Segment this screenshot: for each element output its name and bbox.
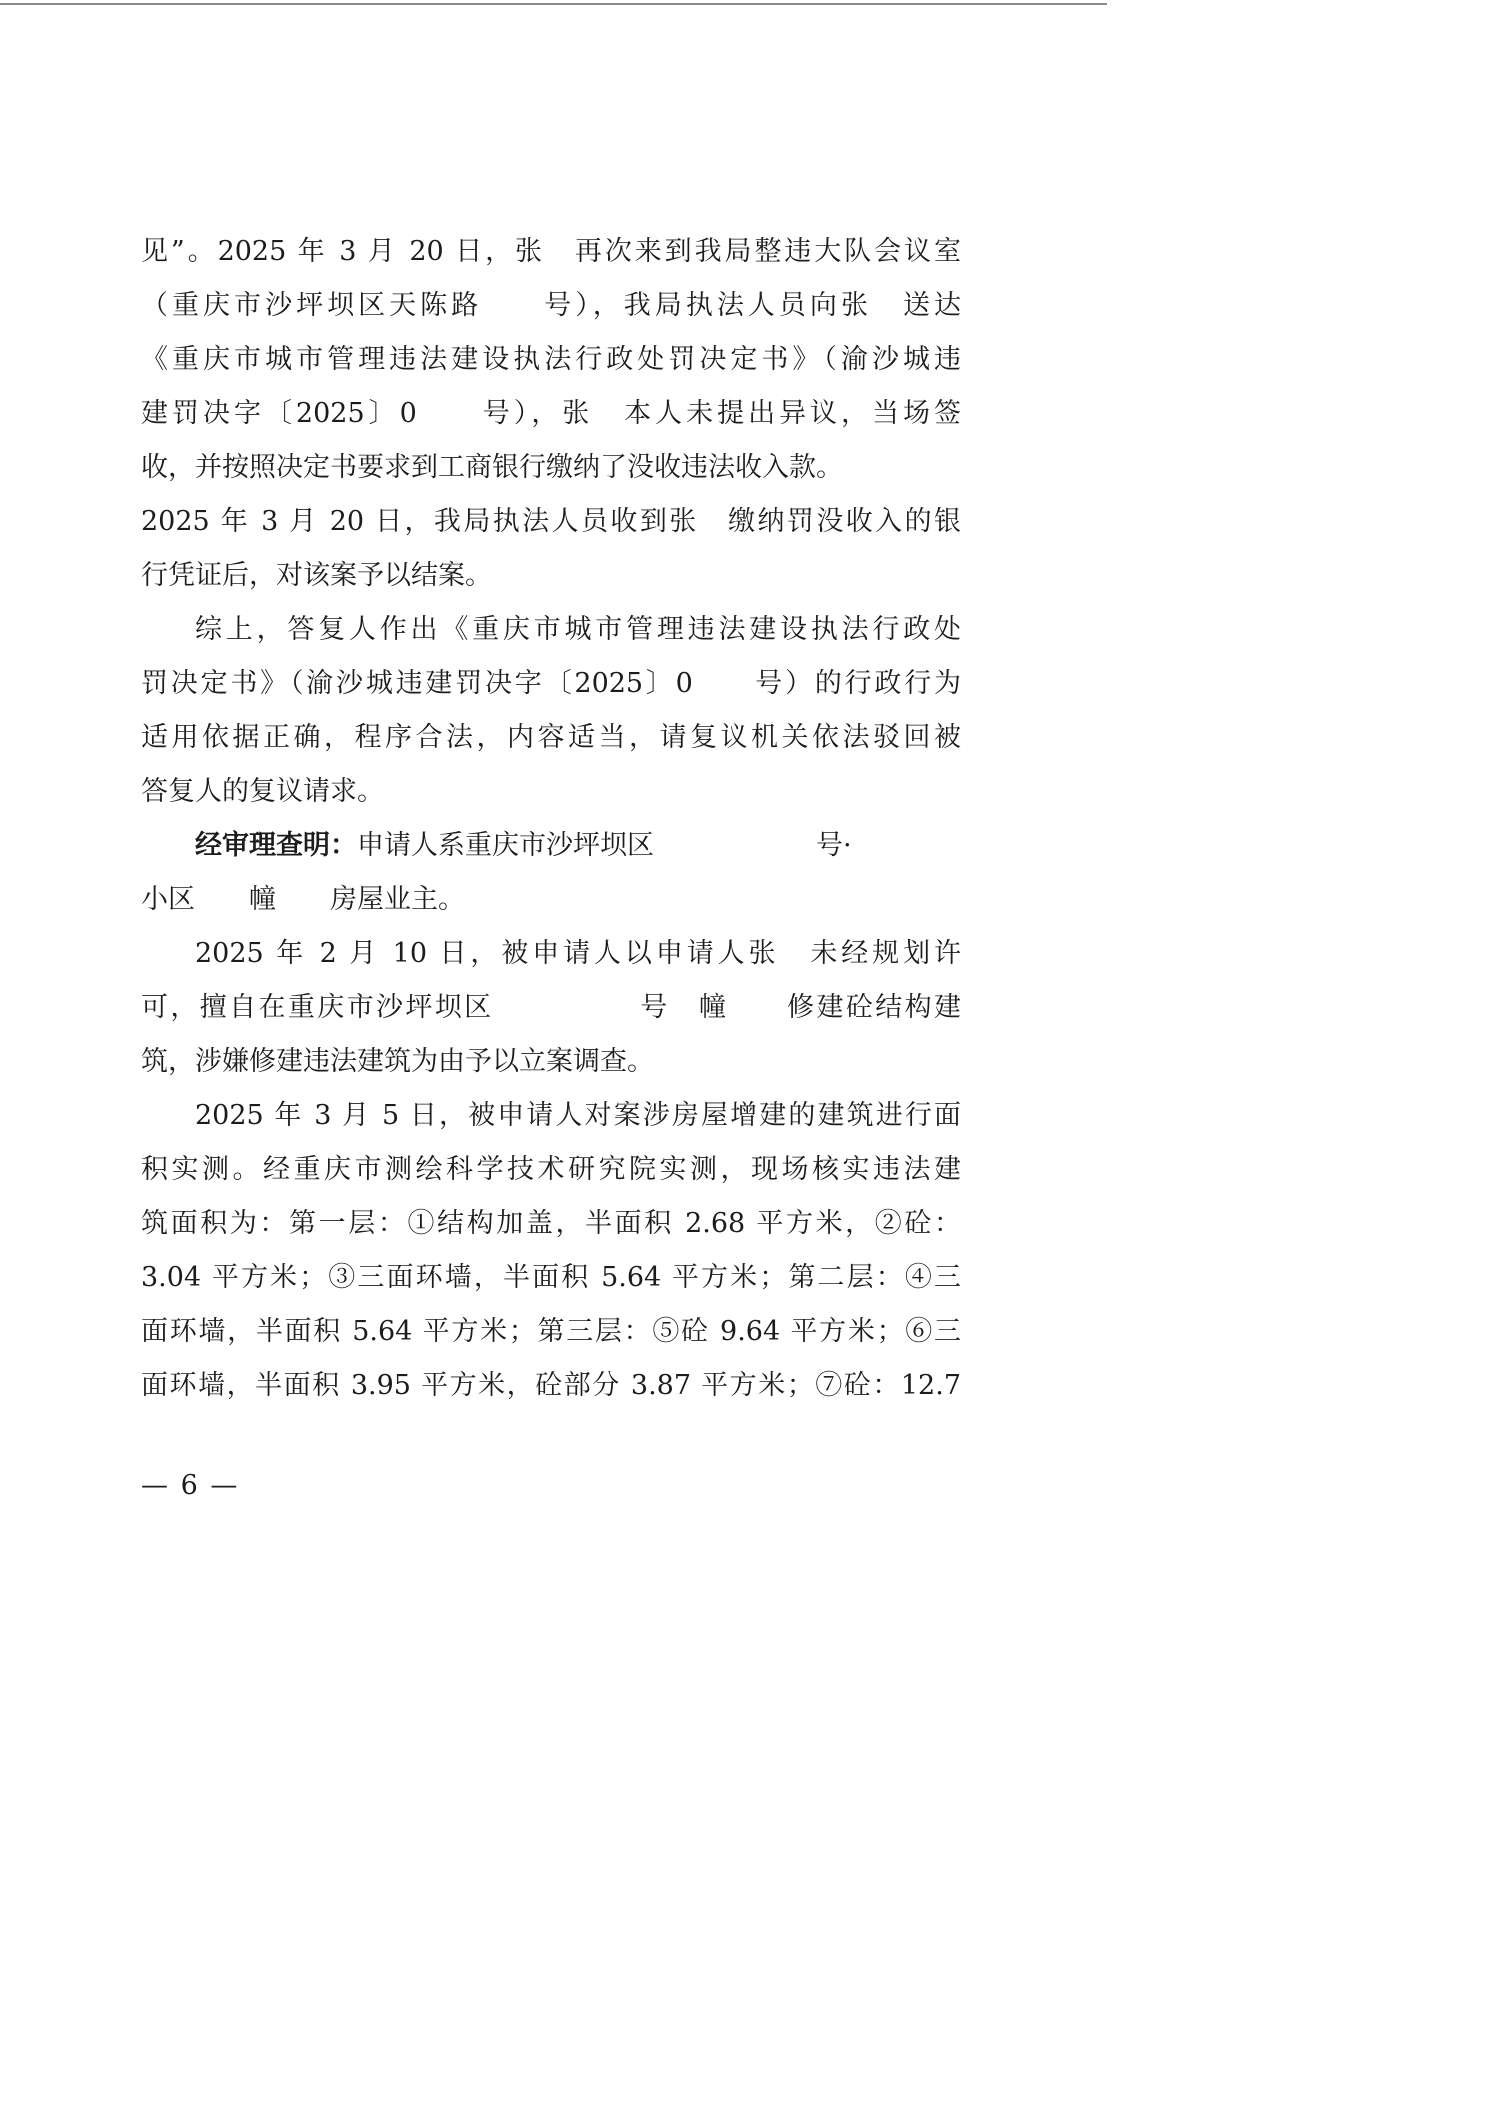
paragraph-area-survey: [141, 1089, 961, 1413]
text-line: 行凭证后，对该案予以结案。: [141, 560, 492, 591]
findings-heading: 经审理查明：: [195, 830, 357, 861]
text-line: 小区 幢 房屋业主。: [141, 884, 465, 915]
paragraph-conclusion: [141, 603, 961, 819]
text-line: 《重庆市城市管理违法建设执法行政处罚决定书》（渝沙城违: [141, 344, 961, 375]
text-line: [141, 819, 961, 873]
document-body: [141, 225, 961, 1413]
text-line: 2025 年 3 月 20 日，我局执法人员收到张 缴纳罚没收入的银: [141, 506, 961, 537]
text-line: 3.04 平方米；③三面环墙，半面积 5.64 平方米；第二层：④三: [141, 1262, 961, 1293]
text-line: 罚决定书》（渝沙城违建罚决字〔2025〕0 号）的行政行为: [141, 668, 961, 699]
text-span: 申请人系重庆市沙坪坝区 号·: [357, 830, 852, 861]
text-line: 面环墙，半面积 3.95 平方米，砼部分 3.87 平方米；⑦砼：12.7: [141, 1370, 961, 1401]
page-number: — 6 —: [141, 1470, 240, 1501]
paragraph-investigation: [141, 927, 961, 1089]
text-line: 2025 年 3 月 5 日，被申请人对案涉房屋增建的建筑进行面: [195, 1100, 961, 1131]
text-line: 建罚决字〔2025〕0 号），张 本人未提出异议，当场签: [141, 398, 961, 429]
text-line: 综上，答复人作出《重庆市城市管理违法建设执法行政处: [195, 614, 961, 645]
text-line: 适用依据正确，程序合法，内容适当，请复议机关依法驳回被: [141, 722, 961, 753]
top-border-line: [0, 3, 1107, 5]
text-line: 面环墙，半面积 5.64 平方米；第三层：⑤砼 9.64 平方米；⑥三: [141, 1316, 961, 1347]
text-line: 收，并按照决定书要求到工商银行缴纳了没收违法收入款。: [141, 452, 843, 483]
text-line: 积实测。经重庆市测绘科学技术研究院实测，现场核实违法建: [141, 1154, 961, 1185]
text-line: 可，擅自在重庆市沙坪坝区 号 幢 修建砼结构建: [141, 992, 961, 1023]
text-line: 见”。2025 年 3 月 20 日，张 再次来到我局整违大队会议室: [141, 236, 961, 267]
paragraph-service-record: [141, 225, 961, 603]
text-line: （重庆市沙坪坝区天陈路 号），我局执法人员向张 送达: [141, 290, 961, 321]
text-line: 2025 年 2 月 10 日，被申请人以申请人张 未经规划许: [195, 938, 961, 969]
text-line: 筑面积为：第一层：①结构加盖，半面积 2.68 平方米，②砼：: [141, 1208, 961, 1239]
paragraph-findings: [141, 819, 961, 927]
text-line: 答复人的复议请求。: [141, 776, 384, 807]
text-line: 筑，涉嫌修建违法建筑为由予以立案调查。: [141, 1046, 654, 1077]
